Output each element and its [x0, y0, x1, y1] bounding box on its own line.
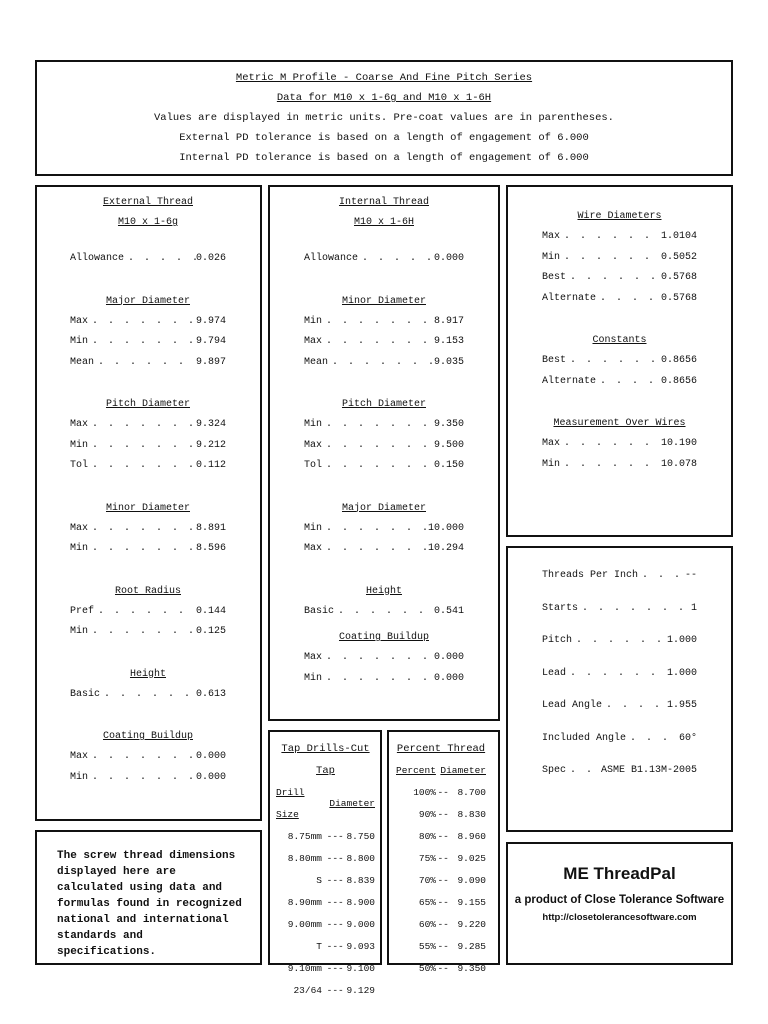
internal-designation: M10 x 1-6H [353, 217, 414, 228]
leader-dots [596, 372, 661, 393]
row-label: Max [542, 231, 561, 242]
row-value: 8.917 [433, 315, 464, 327]
separator: --- [326, 875, 344, 886]
leader-dots [88, 436, 196, 457]
value-row [304, 669, 464, 690]
row-label: Max [304, 336, 323, 347]
value-row [542, 248, 697, 269]
leader-dots [88, 519, 196, 540]
percent-value: 80% [418, 831, 436, 842]
row-value: 1 [690, 602, 697, 614]
constants-rows [542, 351, 697, 392]
leader-dots [100, 685, 196, 706]
external-designation: M10 x 1-6g [117, 217, 178, 228]
value-row [304, 519, 464, 540]
drill-size: 9.00mm [287, 919, 322, 930]
drill-size: T [316, 941, 322, 952]
value-row [304, 602, 464, 623]
general-rows [542, 566, 697, 782]
value-row [70, 436, 226, 457]
leader-dots [566, 664, 667, 685]
row-label: Min [70, 336, 89, 347]
leader-dots [322, 415, 434, 436]
leader-dots [88, 456, 196, 477]
separator: --- [326, 853, 344, 864]
row-label: Lead [542, 667, 567, 679]
value-row [304, 312, 464, 333]
external-major-rows [70, 312, 226, 374]
external-root-rows [70, 602, 226, 643]
value-row [70, 332, 226, 353]
percent-value: 50% [418, 963, 436, 974]
leader-dots [88, 415, 196, 436]
row-label: Included Angle [542, 732, 627, 744]
drill-diameter: 9.000 [346, 919, 375, 930]
percent-value: 60% [418, 919, 436, 930]
external-thread-panel [35, 185, 262, 821]
row-value: 9.897 [195, 356, 226, 368]
measurement-over-wires-rows [542, 434, 697, 475]
percent-diameter: 9.350 [457, 963, 486, 974]
leader-dots [88, 539, 196, 560]
percent-diameter: 9.285 [457, 941, 486, 952]
leader-dots [94, 602, 196, 623]
value-row [304, 539, 464, 560]
percent-diameter: 9.155 [457, 897, 486, 908]
external-pitch-rows [70, 415, 226, 477]
external-allowance-row: Allowance . . . 0.026 [70, 249, 226, 270]
tap-drill-row [276, 914, 375, 936]
percent-row [396, 826, 486, 848]
row-label: Min [304, 522, 323, 534]
internal-minor-title: Minor Diameter [341, 295, 426, 307]
wire-diameter-rows [542, 227, 697, 309]
value-row [542, 434, 697, 455]
logo-title: ME ThreadPal [563, 864, 676, 883]
tap-drills-table [276, 782, 375, 1002]
row-value: 0.112 [195, 460, 226, 471]
leader-dots [602, 696, 667, 717]
value-row [304, 332, 464, 353]
row-value: 10.000 [427, 522, 464, 534]
row-value: 1.000 [666, 635, 697, 646]
leader-dots [572, 631, 667, 652]
row-label: Max [304, 652, 323, 663]
external-major-title: Major Diameter [105, 295, 190, 307]
row-label: Min [304, 315, 323, 327]
leader-dots [322, 669, 434, 690]
separator: -- [437, 897, 449, 908]
leader-dots [328, 353, 434, 374]
logo-subtitle: a product of Close Tolerance Software [514, 894, 725, 906]
row-label: Min [304, 419, 323, 430]
leader-dots [88, 622, 196, 643]
percent-row [396, 782, 486, 804]
leader-dots [88, 747, 196, 768]
percent-row [396, 936, 486, 958]
row-label: Alternate [542, 292, 597, 304]
external-pitch-title: Pitch Diameter [105, 399, 190, 410]
leader-dots [94, 353, 196, 374]
row-label: Min [70, 543, 89, 554]
internal-pitch-rows [304, 415, 464, 477]
row-value: 8.891 [195, 522, 226, 534]
percent-value: 100% [413, 787, 436, 798]
row-value: 0.000 [195, 771, 226, 783]
leader-dots [322, 436, 434, 457]
value-row [70, 622, 226, 643]
leader-dots [560, 434, 661, 455]
row-label: Pitch [542, 635, 573, 646]
row-label: Min [304, 672, 323, 684]
separator: --- [326, 919, 344, 930]
row-label: Tol [70, 460, 89, 471]
leader-dots [322, 519, 428, 540]
percent-diameter: 8.960 [457, 831, 486, 842]
row-value: 0.000 [433, 652, 464, 663]
row-label: Max [70, 751, 89, 762]
leader-dots [578, 599, 691, 620]
row-label: Min [542, 458, 561, 470]
tap-drills-panel [268, 730, 382, 996]
row-label: Max [70, 315, 89, 327]
row-value: 0.5052 [660, 251, 697, 263]
header-box [35, 60, 733, 176]
leader-dots [88, 332, 196, 353]
row-value: 8.596 [195, 543, 226, 554]
header-internal-note: Internal PD tolerance is based on a length of engagement of 6.000 [179, 152, 589, 164]
separator: -- [437, 941, 449, 952]
row-label: Tol [304, 460, 323, 471]
drill-size: 8.80mm [287, 853, 322, 864]
value-row [542, 372, 697, 393]
value-row [542, 268, 697, 289]
leader-dots [322, 312, 434, 333]
row-label: Max [542, 438, 561, 449]
value-row [70, 602, 226, 623]
row-value: 9.974 [195, 315, 226, 327]
row-value: 0.000 [433, 672, 464, 684]
tap-drill-row [276, 848, 375, 870]
external-root-title: Root Radius [114, 585, 181, 597]
row-label: Min [542, 251, 561, 263]
value-row [70, 456, 226, 477]
value-row [542, 351, 697, 372]
disclaimer-box [35, 830, 262, 965]
value-row [304, 415, 464, 436]
measurement-over-wires-title: Measurement Over Wires [553, 418, 686, 429]
percent-diameter: 9.220 [457, 919, 486, 930]
percent-row [396, 804, 486, 826]
separator: --- [326, 831, 344, 842]
drill-size: 8.90mm [287, 897, 322, 908]
external-height-title: Height [129, 668, 166, 680]
header-units-note: Values are displayed in metric units. Pre-coat values are in parentheses. [154, 112, 614, 124]
external-height-rows [70, 685, 226, 706]
leader-dots [560, 227, 661, 248]
separator: -- [437, 853, 449, 864]
drill-size: 23/64 [293, 985, 322, 996]
value-row [542, 599, 697, 620]
percent-value: 55% [418, 941, 436, 952]
internal-coating-title: Coating Buildup [338, 632, 429, 643]
leader-dots [322, 456, 434, 477]
row-value: 0.5768 [660, 292, 697, 304]
percent-diameter: 9.090 [457, 875, 486, 886]
row-label: Min [70, 626, 89, 637]
header-external-note: External PD tolerance is based on a length of engagement of 6.000 [179, 132, 589, 144]
external-minor-rows [70, 519, 226, 560]
row-label: Spec [542, 765, 567, 776]
percent-value: 65% [418, 897, 436, 908]
external-title: External Thread [102, 197, 193, 208]
row-value: 1.0104 [660, 231, 697, 242]
drill-size: S [316, 875, 322, 886]
row-label: Alternate [542, 375, 597, 387]
drill-diameter: 8.839 [346, 875, 375, 886]
separator: -- [437, 831, 449, 842]
value-row [70, 519, 226, 540]
wire-diameters-panel [506, 185, 733, 537]
leader-dots [322, 648, 434, 669]
percent-diameter: 9.025 [457, 853, 486, 864]
row-value: 9.350 [433, 419, 464, 430]
percent-diameter: 8.700 [457, 787, 486, 798]
row-value: 9.212 [195, 439, 226, 451]
thread-general-panel [506, 546, 733, 832]
constants-title: Constants [592, 335, 647, 346]
separator: -- [437, 963, 449, 974]
row-value: 10.078 [660, 458, 697, 470]
row-label: Max [70, 522, 89, 534]
row-value: 0.8656 [660, 375, 697, 387]
row-label: Max [304, 439, 323, 451]
row-label: Max [304, 543, 323, 554]
leader-dots [566, 351, 661, 372]
wire-diameters-title: Wire Diameters [577, 211, 662, 222]
percent-row [396, 958, 486, 980]
percent-value: 90% [418, 809, 436, 820]
separator: --- [326, 897, 344, 908]
tap-drill-row [276, 980, 375, 1002]
row-label: Min [70, 439, 89, 451]
external-coating-rows [70, 747, 226, 788]
external-minor-title: Minor Diameter [105, 502, 190, 514]
separator: -- [437, 919, 449, 930]
row-value: 9.324 [195, 419, 226, 430]
percent-thread-title: Percent Thread [396, 743, 486, 755]
internal-major-rows [304, 519, 464, 560]
drill-size: 8.75mm [287, 831, 322, 842]
value-row [542, 761, 697, 782]
internal-height-title: Height [365, 585, 402, 597]
separator: -- [437, 875, 449, 886]
percent-thread-table [396, 760, 486, 980]
value-row [304, 648, 464, 669]
value-row [542, 631, 697, 652]
internal-major-title: Major Diameter [341, 502, 426, 514]
row-value: 60° [678, 732, 697, 744]
leader-dots [560, 455, 661, 476]
internal-minor-rows [304, 312, 464, 374]
drill-diameter: 9.129 [346, 985, 375, 996]
leader-dots [626, 729, 679, 750]
percent-value: 70% [418, 875, 436, 886]
drill-diameter: 8.750 [346, 831, 375, 842]
row-label: Starts [542, 602, 579, 614]
value-row [304, 436, 464, 457]
percent-row [396, 914, 486, 936]
tap-drills-header: Drill Size Diameter [276, 787, 375, 820]
row-value: 1.955 [666, 700, 697, 711]
row-value: 9.500 [433, 439, 464, 451]
internal-height-rows [304, 602, 464, 623]
row-value: 0.8656 [660, 355, 697, 366]
internal-title: Internal Thread [338, 197, 429, 208]
leader-dots [638, 566, 685, 587]
leader-dots [334, 602, 434, 623]
value-row [70, 747, 226, 768]
internal-coating-rows [304, 648, 464, 689]
percent-value: 75% [418, 853, 436, 864]
separator: -- [437, 787, 449, 798]
logo-url: http://closetolerancesoftware.com [542, 912, 697, 923]
row-label: Mean [70, 356, 95, 368]
row-label: Max [70, 419, 89, 430]
percent-thread-header: Percent Diameter [396, 765, 486, 776]
value-row [70, 539, 226, 560]
row-value: -- [684, 570, 697, 581]
row-label: Basic [70, 688, 101, 700]
row-label: Best [542, 355, 567, 366]
row-value: ASME B1.13M-2005 [600, 765, 697, 776]
tap-drill-row [276, 936, 375, 958]
row-value: 9.153 [433, 336, 464, 347]
separator: --- [326, 941, 344, 952]
percent-thread-panel [387, 730, 500, 974]
percent-row [396, 892, 486, 914]
header-title: Metric M Profile - Coarse And Fine Pitch Series [235, 72, 533, 84]
percent-row [396, 848, 486, 870]
drill-diameter: 8.800 [346, 853, 375, 864]
header-subtitle: Data for M10 x 1-6g and M10 x 1-6H [276, 92, 492, 104]
row-label: Best [542, 272, 567, 283]
leader-dots [322, 332, 434, 353]
internal-allowance-row: Allowance . . . 0.000 [304, 249, 464, 270]
row-value: 9.035 [433, 356, 464, 368]
disclaimer-text: The screw thread dimensions displayed here are calculated using data and formulas found in recognized national and international standards and specifications. [57, 850, 242, 958]
value-row [542, 455, 697, 476]
row-value: 0.5768 [660, 272, 697, 283]
tap-drill-row [276, 870, 375, 892]
leader-dots [566, 268, 661, 289]
value-row [542, 227, 697, 248]
row-label: Min [70, 771, 89, 783]
value-row [70, 768, 226, 789]
row-label: Basic [304, 605, 335, 617]
drill-diameter: 9.100 [346, 963, 375, 974]
row-value: 10.190 [660, 438, 697, 449]
tap-drill-row [276, 958, 375, 980]
row-value: 0.541 [433, 605, 464, 617]
value-row [304, 353, 464, 374]
internal-thread-panel [268, 185, 500, 721]
percent-row [396, 870, 486, 892]
value-row [542, 566, 697, 587]
row-label: Lead Angle [542, 700, 603, 711]
external-coating-title: Coating Buildup [102, 731, 193, 742]
row-value: 0.144 [195, 605, 226, 617]
row-value: 0.125 [195, 626, 226, 637]
tap-drill-row [276, 892, 375, 914]
value-row [542, 729, 697, 750]
leader-dots [560, 248, 661, 269]
drill-diameter: 9.093 [346, 941, 375, 952]
leader-dots [596, 289, 661, 310]
row-label: Mean [304, 356, 329, 368]
leader-dots [88, 312, 196, 333]
drill-diameter: 8.900 [346, 897, 375, 908]
leader-dots [88, 768, 196, 789]
row-value: 0.613 [195, 688, 226, 700]
row-value: 9.794 [195, 336, 226, 347]
separator: --- [326, 963, 344, 974]
row-label: Pref [70, 605, 95, 617]
tap-drill-row [276, 826, 375, 848]
separator: --- [326, 985, 344, 996]
drill-size: 9.10mm [287, 963, 322, 974]
leader-dots [566, 761, 601, 782]
row-label: Threads Per Inch [542, 570, 639, 581]
leader-dots [322, 539, 428, 560]
value-row [70, 312, 226, 333]
value-row [304, 456, 464, 477]
logo-box [506, 842, 733, 965]
row-value: 10.294 [427, 543, 464, 554]
row-value: 0.150 [433, 460, 464, 471]
separator: -- [437, 809, 449, 820]
value-row [542, 289, 697, 310]
internal-pitch-title: Pitch Diameter [341, 399, 426, 410]
value-row [542, 696, 697, 717]
row-value: 1.000 [666, 667, 697, 679]
value-row [542, 664, 697, 685]
value-row [70, 685, 226, 706]
value-row [70, 353, 226, 374]
value-row [70, 415, 226, 436]
row-value: 0.000 [195, 751, 226, 762]
percent-diameter: 8.830 [457, 809, 486, 820]
tap-drills-title: Tap Drills-Cut Tap [281, 743, 370, 777]
